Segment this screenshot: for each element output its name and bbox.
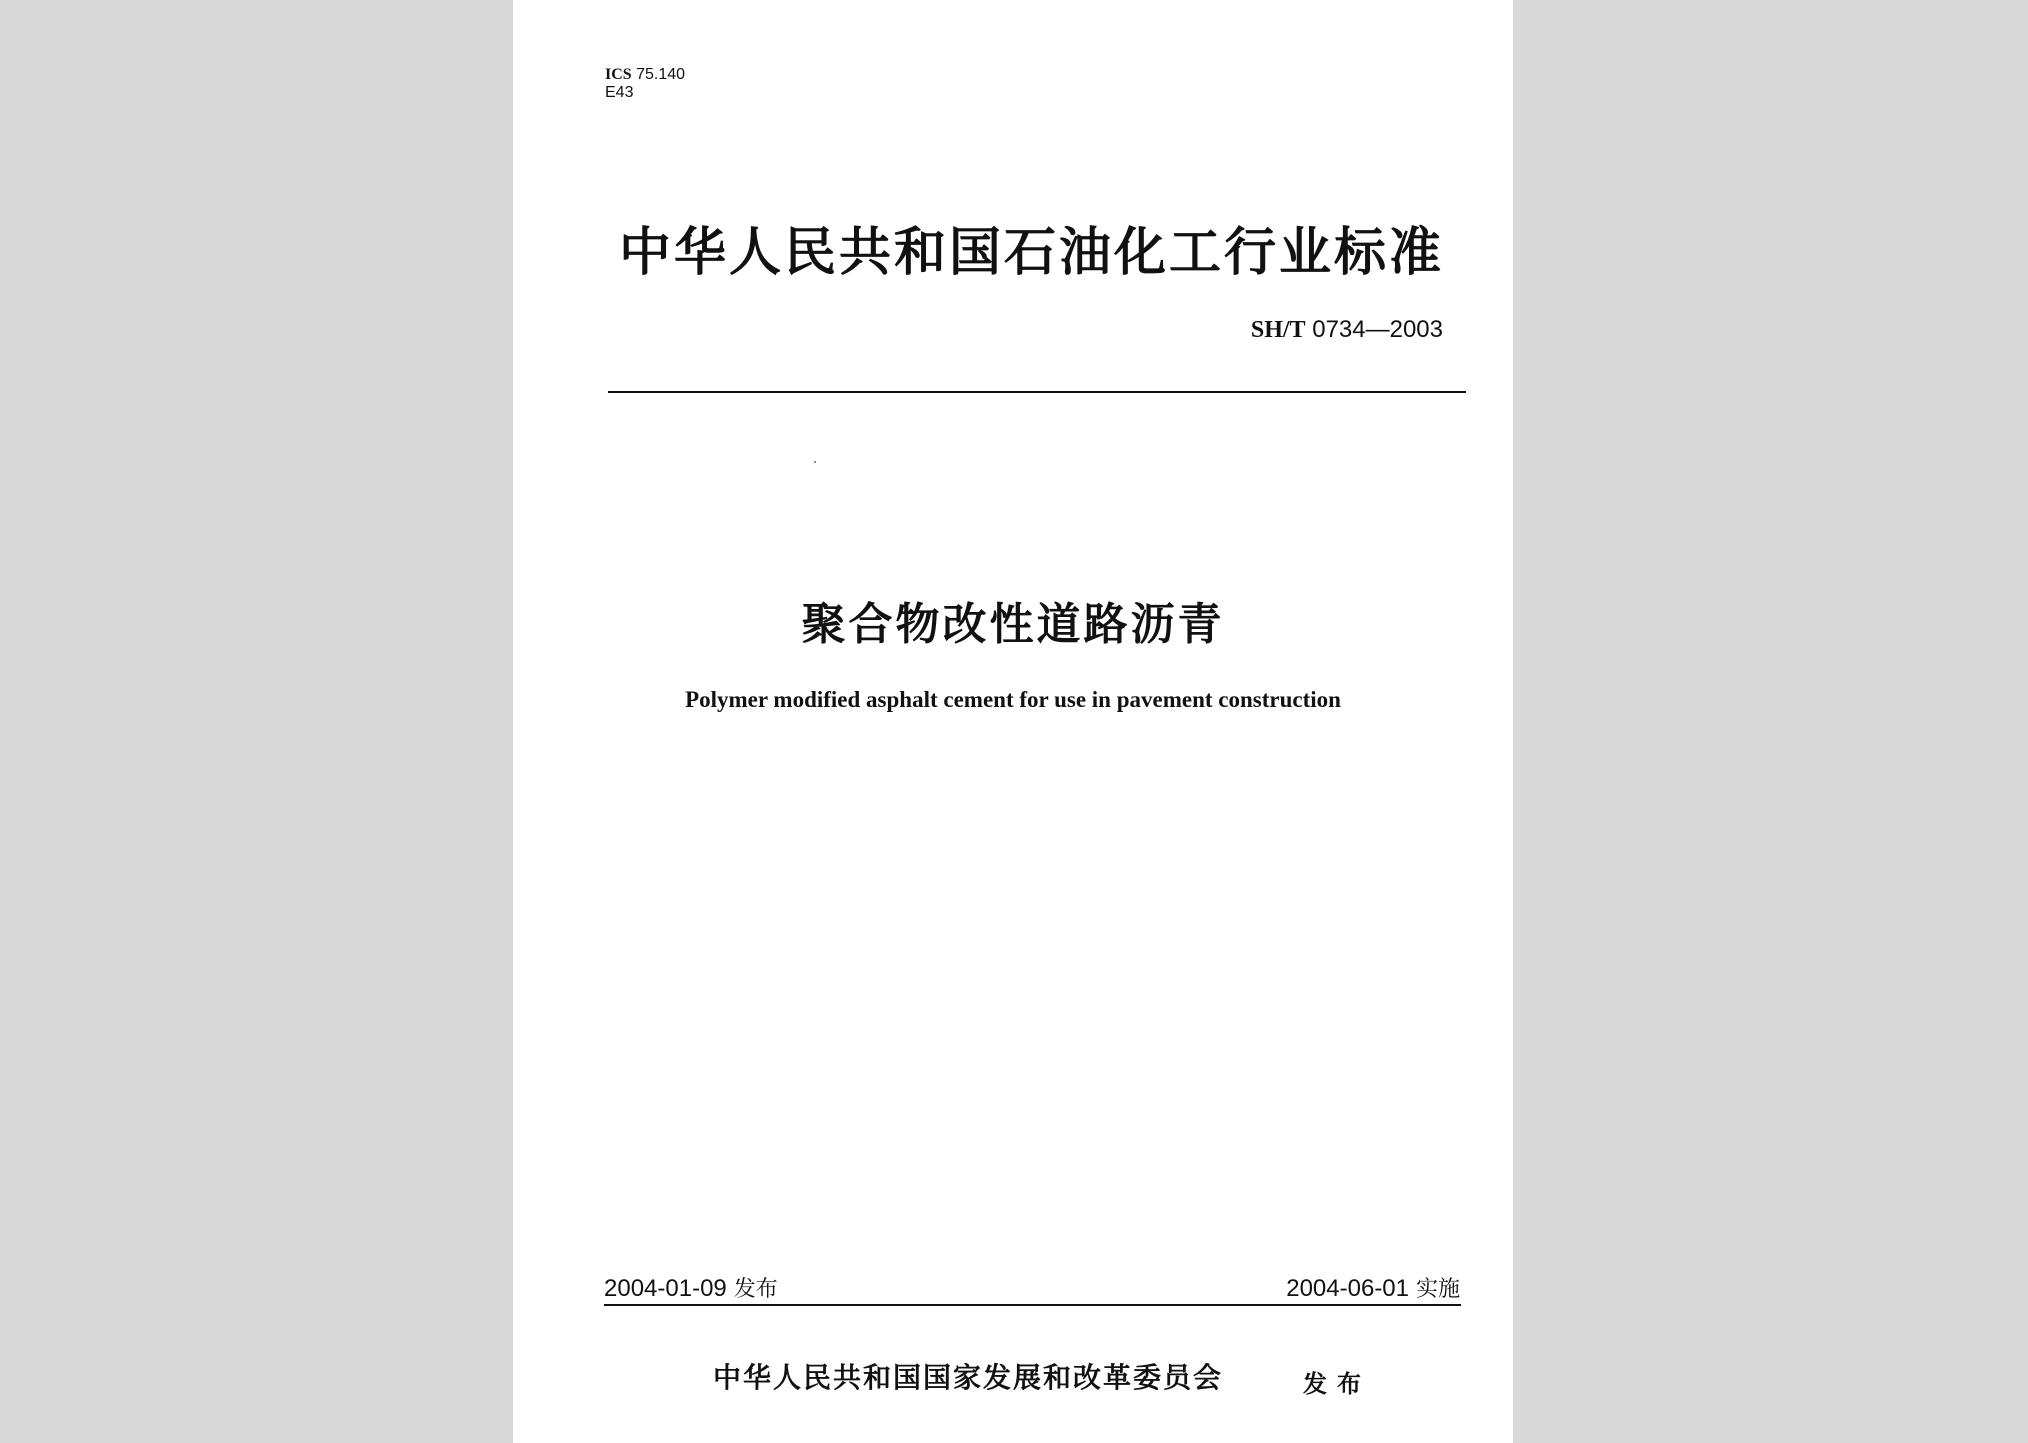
issue-date-value: 2004-01-09 [604, 1275, 727, 1302]
standard-code: 0734—2003 [1305, 316, 1443, 343]
industry-standard-title: 中华人民共和国石油化工行业标准 [619, 223, 1445, 283]
implementation-date-label: 实施 [1409, 1277, 1460, 1302]
document-page [513, 0, 1513, 1443]
top-divider [608, 391, 1466, 393]
scan-speck [814, 461, 816, 463]
publish-label: 发布 [1303, 1370, 1371, 1398]
bottom-divider [604, 1304, 1461, 1306]
ics-code-line [605, 66, 685, 84]
standard-prefix: SH/T [1250, 317, 1306, 343]
ics-code: 75.140 [631, 66, 686, 83]
issue-date-label: 发布 [726, 1277, 778, 1302]
implementation-date-value: 2004-06-01 [1286, 1275, 1409, 1302]
ccs-code: E43 [605, 84, 634, 101]
classification-codes [605, 66, 685, 102]
publisher-name: 中华人民共和国国家发展和改革委员会 [713, 1361, 1224, 1394]
document-title-english: Polymer modified asphalt cement for use in pavement construction [685, 687, 1341, 712]
issue-date [604, 1272, 778, 1303]
standard-number [1251, 316, 1443, 344]
document-title-chinese: 聚合物改性道路沥青 [801, 599, 1225, 650]
implementation-date [1286, 1272, 1460, 1303]
ics-prefix: ICS [605, 66, 632, 83]
